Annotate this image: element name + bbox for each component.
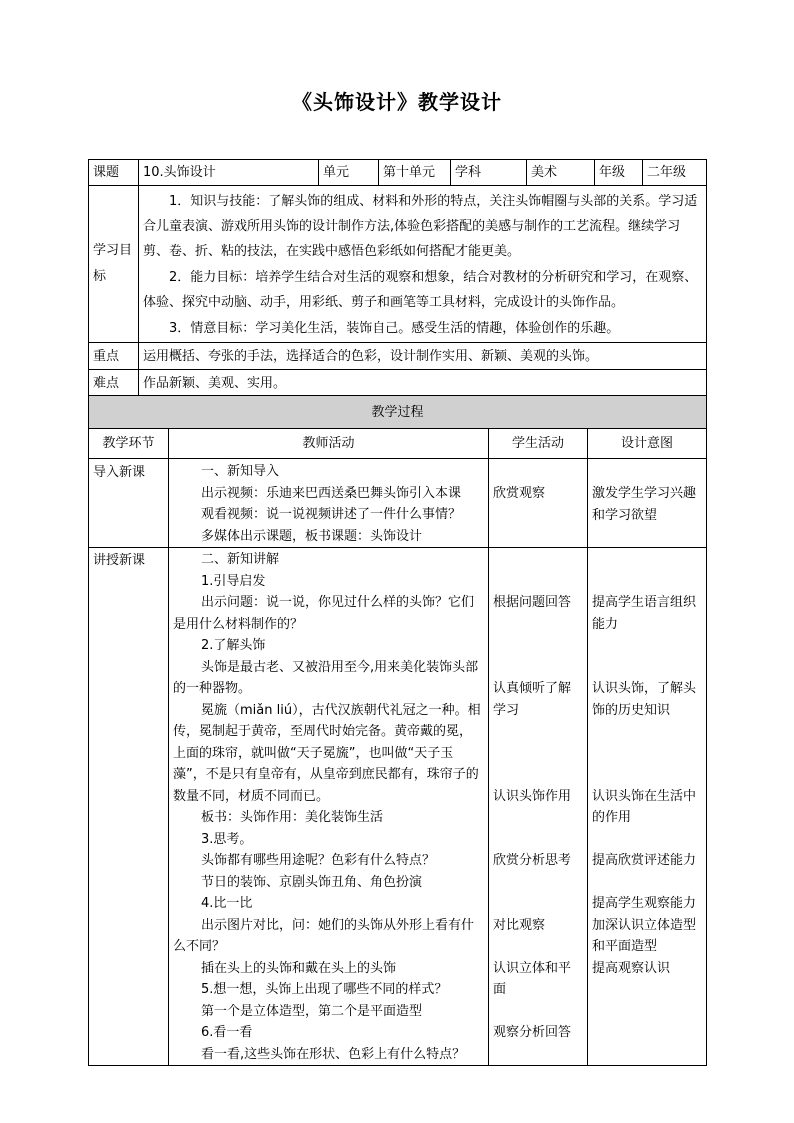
teacher-line: 观看视频：说一说视频讲述了一件什么事情？ <box>201 507 462 522</box>
topic-label: 课题 <box>89 160 139 186</box>
unit-label: 单元 <box>319 160 379 186</box>
teacher-line: 3.思考。 <box>201 831 253 847</box>
stage-lecture-name: 讲授新课 <box>89 548 169 1066</box>
document-title: 《头饰设计》教学设计 <box>292 90 502 114</box>
goals-content <box>139 186 707 343</box>
teacher-line: 4.比一比 <box>201 896 253 911</box>
teacher-line: 板书：头饰作用：美化装饰生活 <box>201 810 384 825</box>
student-activity: 观察分析回答 <box>493 1025 572 1040</box>
header-stage: 教学环节 <box>89 429 169 459</box>
key-point-value: 运用概括、夸张的手法，选择适合的色彩，设计制作实用、新颖、美观的头饰。 <box>139 343 707 370</box>
teacher-line: 冕旒（miǎn liú），古代汉族朝代礼冠之一种。相传，冕制起于黄帝，至周代时始完备。黄帝戴的冕，上面的珠帘，就叫做“天子冕旒”，也叫做“天子玉藻”，不是只有皇帝有，从皇帝到庶民都有，珠帘子的数量不同，材质不同而已。 <box>173 702 481 804</box>
teacher-line: 2.了解头饰 <box>201 638 266 653</box>
difficulty-value: 作品新颖、美观、实用。 <box>139 370 707 397</box>
grade-value: 二年级 <box>643 160 707 186</box>
student-activity: 欣赏观察 <box>493 486 546 501</box>
teacher-line: 节日的装饰、京剧头饰丑角、角色扮演 <box>201 874 423 890</box>
subject-value: 美术 <box>527 160 595 186</box>
teacher-line: 看一看,这些头饰在形状、色彩上有什么特点？ <box>201 1046 466 1062</box>
header-student: 学生活动 <box>489 429 588 459</box>
teacher-line: 6.看一看 <box>201 1025 253 1040</box>
design-intent: 激发学生学习兴趣和学习欲望 <box>592 486 697 523</box>
teacher-line: 1.引导启发 <box>201 573 266 589</box>
subject-label: 学科 <box>451 160 527 186</box>
header-intent: 设计意图 <box>588 429 707 459</box>
student-activity: 认真倾听了解学习 <box>493 681 572 718</box>
teacher-line: 二、新知讲解 <box>201 552 280 567</box>
stage-intro-student <box>489 459 588 548</box>
student-activity: 对比观察 <box>493 917 546 933</box>
stage-intro-name: 导入新课 <box>89 459 169 548</box>
teacher-line: 插在头上的头饰和戴在头上的头饰 <box>201 960 397 976</box>
stage-lecture-intent <box>588 548 707 1066</box>
stage-intro-intent <box>588 459 707 548</box>
goals-label: 学习目标 <box>89 186 139 343</box>
student-activity: 认识头饰作用 <box>493 788 572 804</box>
design-intent: 提高观察认识 <box>592 960 671 976</box>
goal-item: 3．情意目标：学习美化生活，装饰自己。感受生活的情趣，体验创作的乐趣。 <box>169 321 620 336</box>
difficulty-label: 难点 <box>89 370 139 397</box>
stage-lecture-teacher <box>169 548 489 1066</box>
stage-intro-teacher <box>169 459 489 548</box>
goal-item: 1．知识与技能：了解头饰的组成、材料和外形的特点，关注头饰帽圈与头部的关系。学习适合儿童表演、游戏所用头饰的设计制作方法,体验色彩搭配的美感与制作的工艺流程。继续学习剪、卷、折、粘的技法，在实践中感悟色彩纸如何搭配才能更美。 <box>143 194 698 259</box>
teacher-line: 5.想一想，头饰上出现了哪些不同的样式？ <box>201 982 448 997</box>
teacher-line: 多媒体出示课题，板书课题：头饰设计 <box>201 528 423 544</box>
design-intent: 提高欣赏评述能力 <box>592 853 697 868</box>
design-intent: 提高学生语言组织能力 <box>592 595 697 632</box>
header-teacher: 教师活动 <box>169 429 489 459</box>
student-activity: 根据问题回答 <box>493 595 572 610</box>
design-intent: 提高学生观察能力 <box>592 896 697 911</box>
grade-label: 年级 <box>595 160 643 186</box>
process-section-title: 教学过程 <box>89 396 707 429</box>
teacher-line: 头饰是最古老、又被沿用至今,用来美化装饰头部的一种器物。 <box>173 659 479 696</box>
design-intent: 认识头饰在生活中的作用 <box>592 788 697 825</box>
student-activity: 欣赏分析思考 <box>493 853 572 868</box>
teacher-line: 第一个是立体造型，第二个是平面造型 <box>201 1003 423 1019</box>
teacher-line: 出示视频：乐迪来巴西送桑巴舞头饰引入本课 <box>201 485 462 501</box>
lesson-info-table <box>88 159 707 397</box>
design-intent: 加深认识立体造型和平面造型 <box>592 917 697 954</box>
stage-lecture-student <box>489 548 588 1066</box>
teacher-line: 出示问题：说一说，你见过什么样的头饰？它们是用什么材料制作的？ <box>173 595 475 632</box>
teaching-process-table <box>88 395 707 1066</box>
unit-value: 第十单元 <box>379 160 451 186</box>
key-point-label: 重点 <box>89 343 139 370</box>
teacher-line: 出示图片对比，问：她们的头饰从外形上看有什么不同？ <box>173 917 475 954</box>
topic-value: 10.头饰设计 <box>139 160 319 186</box>
goal-item: 2．能力目标：培养学生结合对生活的观察和想象，结合对教材的分析研究和学习，在观察、体验、探究中动脑、动手，用彩纸、剪子和画笔等工具材料，完成设计的头饰作品。 <box>143 270 698 310</box>
student-activity: 认识立体和平面 <box>493 960 572 997</box>
design-intent: 认识头饰，了解头饰的历史知识 <box>592 681 697 718</box>
teacher-line: 头饰都有哪些用途呢？色彩有什么特点？ <box>201 853 436 868</box>
teacher-line: 一、新知导入 <box>201 464 280 479</box>
